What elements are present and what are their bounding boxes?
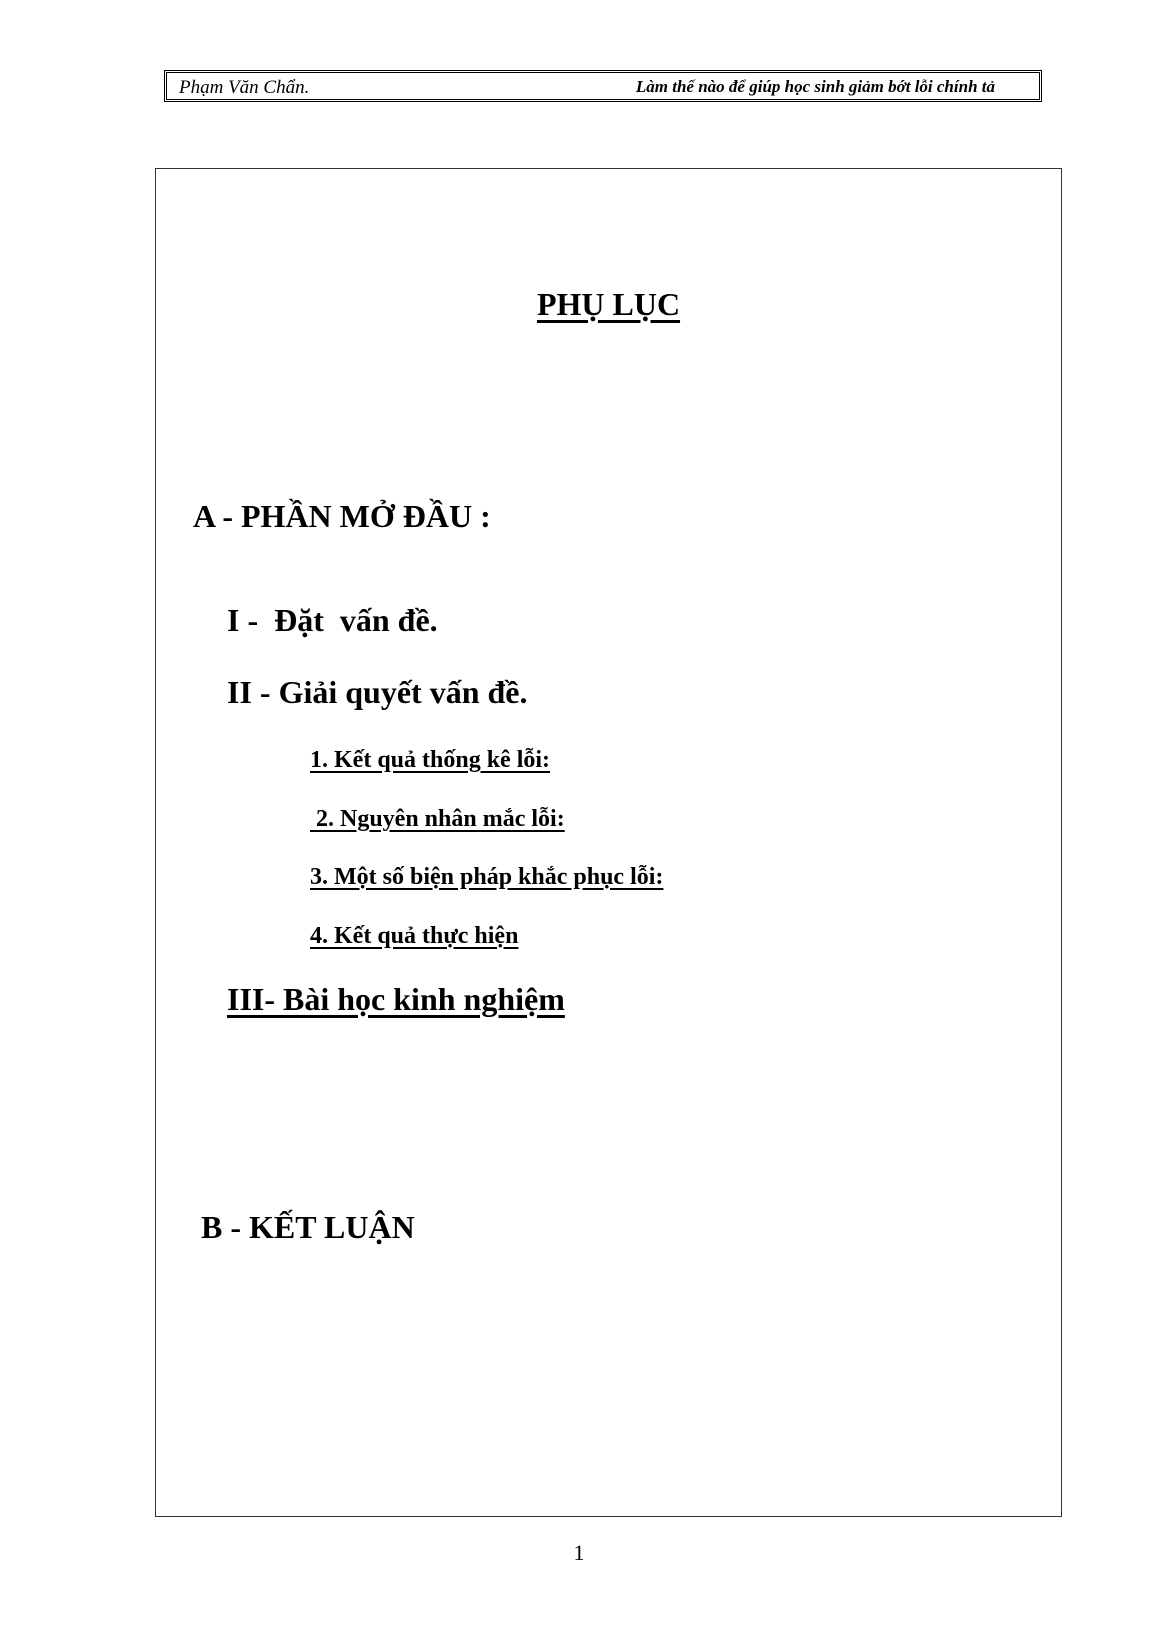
toc-subitem-2: 2. Nguyên nhân mắc lỗi: xyxy=(310,806,565,832)
toc-item-i: I - Đặt vấn đề. xyxy=(227,602,438,638)
toc-subitem-3: 3. Một số biện pháp khắc phục lỗi: xyxy=(310,864,664,890)
toc-section-a: A - PHẦN MỞ ĐẦU : xyxy=(193,498,491,534)
page-title: PHỤ LỤC xyxy=(536,286,681,322)
running-header xyxy=(164,70,1042,102)
toc-subitem-1: 1. Kết quả thống kê lỗi: xyxy=(310,747,551,773)
header-author: Phạm Văn Chẩn. xyxy=(179,77,310,98)
toc-item-iii: III- Bài học kinh nghiệm xyxy=(227,981,565,1017)
header-topic: Làm thế nào để giúp học sinh giảm bớt lỗi chính tả xyxy=(635,77,995,96)
toc-item-ii: II - Giải quyết vấn đề. xyxy=(227,674,528,710)
page-number: 1 xyxy=(573,1540,585,1565)
toc-subitem-4: 4. Kết quả thực hiện xyxy=(310,923,519,949)
toc-section-b: B - KẾT LUẬN xyxy=(201,1209,415,1245)
table-of-contents-frame xyxy=(155,168,1062,1517)
